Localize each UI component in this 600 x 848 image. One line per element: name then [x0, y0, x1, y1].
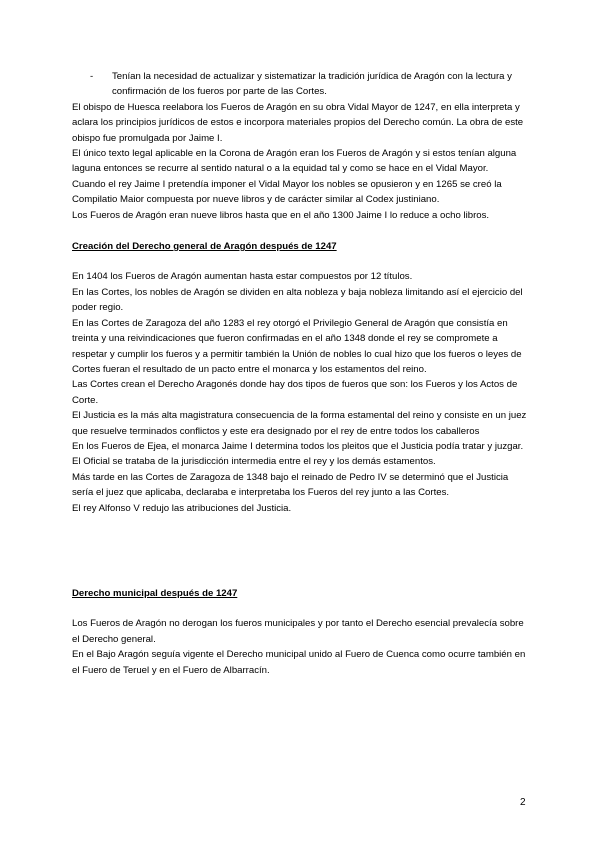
- paragraph: En las Cortes de Zaragoza del año 1283 el rey otorgó el Privilegio General de Aragón que consistía en treinta y una reivindicaciones que fueron confirmadas en el año 1348 donde el rey se compromete a respetar y cumplir los fueros y a permitir también la Unión de nobles lo cual hizo que los fueros o leyes de Cortes fueran el resultado de un pacto entre el monarca y los estamentos del reino.: [72, 317, 522, 375]
- paragraph: El Justicia es la más alta magistratura consecuencia de la forma estamental del reino y consiste en un juez que resuelve terminados conflictos y este era designado por el rey de entre todos los caballeros: [72, 410, 527, 437]
- paragraph: En las Cortes, los nobles de Aragón se dividen en alta nobleza y baja nobleza limitando así el ejercicio del poder regio.: [72, 286, 523, 314]
- paragraph: Cuando el rey Jaime I pretendía imponer el Vidal Mayor los nobles se opusieron y en 1265 se creó la Compilatio Maior compuesta por nueve libros y de carácter similar al Codex justiniano.: [72, 178, 502, 206]
- section-3: [72, 586, 532, 678]
- paragraph: Los Fueros de Aragón eran nueve libros hasta que en el año 1300 Jaime I lo reduce a ocho libros.: [72, 209, 490, 221]
- paragraph: El único texto legal aplicable en la Corona de Aragón eran los Fueros de Aragón y si estos tenían alguna laguna entonces se recurre al sentido natural o a la equidad tal y como se hace en el Vidal Mayor.: [72, 148, 517, 175]
- paragraph: El rey Alfonso V redujo las atribuciones del Justicia.: [72, 502, 292, 514]
- bullet-marker: -: [90, 71, 94, 82]
- paragraph: El Oficial se trataba de la jurisdicción intermedia entre el rey y los demás estamentos.: [72, 456, 436, 468]
- paragraph: En 1404 los Fueros de Aragón aumentan hasta estar compuestos por 12 títulos.: [72, 271, 413, 283]
- spacer: [72, 254, 532, 269]
- paragraph: Las Cortes crean el Derecho Aragonés donde hay dos tipos de fueros que son: los Fueros y los Actos de Corte.: [72, 379, 518, 406]
- section-heading: Creación del Derecho general de Aragón después de 1247: [72, 241, 337, 253]
- section-1: [72, 100, 532, 223]
- spacer: [72, 601, 532, 616]
- spacer: [72, 223, 532, 239]
- paragraph: En el Bajo Aragón seguía vigente el Derecho municipal unido al Fuero de Cuenca como ocurre también en el Fuero de Teruel y en el Fuero de Albarracín.: [72, 649, 526, 676]
- page-number: 2: [520, 797, 526, 808]
- bullet-item: [72, 69, 532, 100]
- section-2: [72, 239, 532, 516]
- bullet-text: Tenían la necesidad de actualizar y sistematizar la tradición jurídica de Aragón con la lectura y confirmación de los fueros por parte de las Cortes.: [112, 71, 512, 98]
- paragraph: En los Fueros de Ejea, el monarca Jaime I determina todos los pleitos que el Justicia podía tratar y juzgar.: [72, 440, 524, 452]
- spacer: [72, 516, 532, 586]
- section-heading: Derecho municipal después de 1247: [72, 587, 238, 599]
- paragraph: Los Fueros de Aragón no derogan los fueros municipales y por tanto el Derecho esencial prevalecía sobre el Derecho general.: [72, 618, 524, 645]
- paragraph: El obispo de Huesca reelaborа los Fueros de Aragón en su obra Vidal Mayor de 1247, en ella interpreta y aclara los principios jurídicos de estos e incorpora materiales propios del Derecho común. La obra de este obispo fue promulgada por Jaime I.: [72, 101, 524, 144]
- paragraph: Más tarde en las Cortes de Zaragoza de 1348 bajo el reinado de Pedro IV se determinó que el Justicia sería el juez que aplicaba, declaraba e interpretaba los Fueros del rey junto a las Cortes.: [72, 471, 509, 499]
- page-content: [72, 69, 532, 678]
